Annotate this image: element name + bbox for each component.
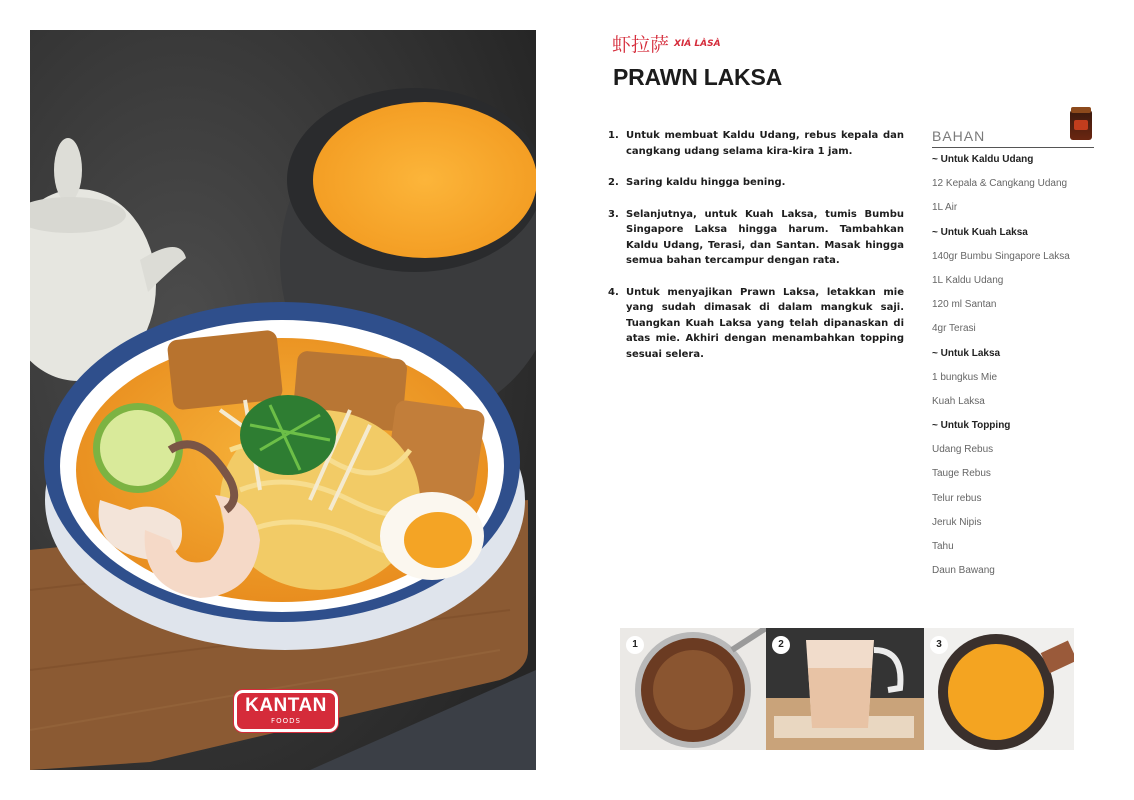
- ingredients-heading: BAHAN: [932, 128, 1094, 148]
- logo-subtext: FOODS: [271, 717, 301, 725]
- step-text: Untuk membuat Kaldu Udang, rebus kepala dan cangkang udang selama kira-kira 1 jam.: [626, 130, 904, 157]
- step-photo-2: [766, 628, 924, 750]
- laksa-bowl: [44, 302, 525, 650]
- ingredient-section: ~ Untuk Laksa: [932, 347, 1001, 359]
- ingredient-item: Tahu: [932, 541, 954, 552]
- method-step: [608, 175, 904, 191]
- title-pinyin: XIÁ LÀSÀ: [674, 39, 721, 49]
- step-text: Untuk menyajikan Prawn Laksa, letakkan mie yang sudah dimasak di dalam mangkuk saji. Tuangkan Kuah Laksa yang telah dipanaskan di atas mie. Akhiri dengan menambahkan topping sesuai selera.: [626, 286, 904, 360]
- method-step: [608, 128, 904, 159]
- ingredients-panel: [932, 128, 1094, 583]
- method-step: [608, 207, 904, 269]
- ingredient-section: ~ Untuk Kuah Laksa: [932, 226, 1028, 238]
- ingredient-item: 1L Kaldu Udang: [932, 274, 1004, 286]
- title-chinese: 虾拉萨: [612, 34, 670, 56]
- step-photo-3: [924, 628, 1074, 750]
- ingredient-item: Jeruk Nipis: [932, 516, 982, 528]
- ingredient-section: ~ Untuk Topping: [932, 420, 1011, 432]
- ingredient-item: Daun Bawang: [932, 565, 995, 577]
- step-number: 1.: [608, 130, 619, 141]
- step-number: 4.: [608, 286, 619, 298]
- ingredient-item: 1L Air: [932, 202, 958, 214]
- ingredient-item: Kuah Laksa: [932, 395, 985, 407]
- ingredient-item: 140gr Bumbu Singapore Laksa: [932, 250, 1070, 262]
- method-steps: [608, 128, 904, 378]
- step-text: Selanjutnya, untuk Kuah Laksa, tumis Bumbu Singapore Laksa hingga harum. Tambahkan Kaldu Udang, Terasi, dan Santan. Masak hingga semua bahan tercampur dengan rata.: [626, 208, 904, 266]
- step-text: Saring kaldu hingga bening.: [626, 177, 786, 188]
- ingredient-item: 12 Kepala & Cangkang Udang: [932, 178, 1068, 190]
- ingredient-item: Telur rebus: [932, 492, 982, 504]
- ingredient-item: 4gr Terasi: [932, 323, 976, 335]
- ingredients-list: [932, 148, 1094, 583]
- ingredient-item: 1 bungkus Mie: [932, 371, 998, 383]
- ingredient-item: 120 ml Santan: [932, 299, 997, 311]
- step-badge: 1: [626, 636, 644, 654]
- paste-jar-icon: [1070, 110, 1092, 140]
- ingredient-section: ~ Untuk Kaldu Udang: [932, 154, 1034, 165]
- step-badge: 2: [772, 636, 790, 654]
- ingredient-item: Udang Rebus: [932, 444, 994, 456]
- prawn-laksa-photo: [30, 30, 536, 770]
- recipe-title: PRAWN LAKSA: [613, 64, 783, 90]
- ingredient-item: Tauge Rebus: [932, 468, 991, 480]
- kantan-logo: [234, 690, 338, 732]
- step-photo-1: [620, 628, 766, 750]
- step-number: 3.: [608, 208, 619, 220]
- method-step: [608, 285, 904, 363]
- step-badge: 3: [930, 636, 948, 654]
- logo-text: KANTAN: [245, 695, 327, 716]
- step-number: 2.: [608, 177, 619, 188]
